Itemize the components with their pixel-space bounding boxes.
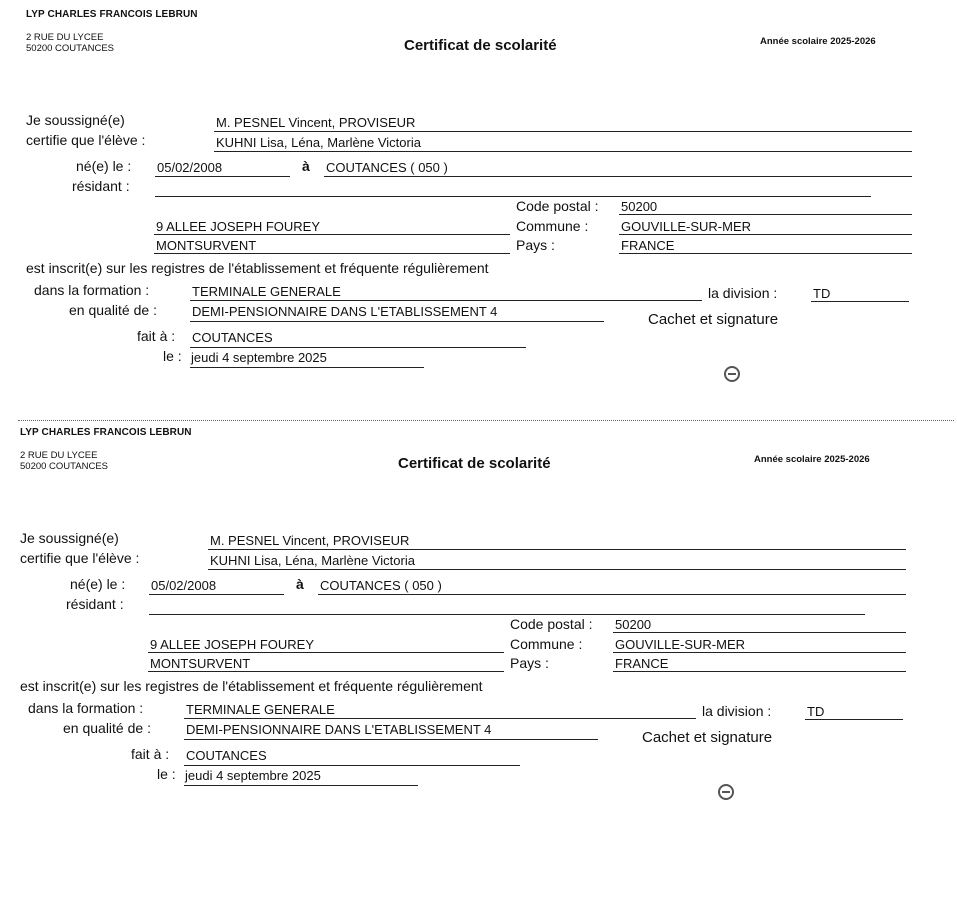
postal-code-label: Code postal : bbox=[516, 198, 599, 214]
formation-label: dans la formation : bbox=[28, 700, 144, 716]
certifie-label: certifie que l'élève : bbox=[26, 132, 146, 148]
signatory-underline bbox=[208, 549, 906, 550]
birth-date-value: 05/02/2008 bbox=[157, 160, 223, 175]
qualite-value: DEMI-PENSIONNAIRE DANS L'ETABLISSEMENT 4 bbox=[186, 722, 492, 737]
qualite-underline bbox=[184, 739, 598, 740]
commune-label: Commune : bbox=[516, 218, 589, 234]
cachet-signature-label: Cachet et signature bbox=[648, 311, 779, 328]
postal-code-underline bbox=[613, 632, 906, 633]
signatory-value: M. PESNEL Vincent, PROVISEUR bbox=[210, 533, 410, 548]
birth-place-underline bbox=[318, 594, 906, 595]
student-underline bbox=[208, 569, 906, 570]
formation-underline bbox=[190, 300, 702, 301]
student-value: KUHNI Lisa, Léna, Marlène Victoria bbox=[216, 135, 421, 150]
birth-place-underline bbox=[324, 176, 912, 177]
address2-value: MONTSURVENT bbox=[156, 238, 257, 253]
country-underline bbox=[619, 253, 912, 254]
division-value: TD bbox=[807, 704, 825, 719]
birth-date-underline bbox=[149, 594, 284, 595]
stamp-mark-icon bbox=[718, 784, 734, 800]
postal-code-value: 50200 bbox=[615, 617, 652, 632]
school-address-line1: 2 RUE DU LYCEE bbox=[20, 450, 98, 461]
soussigne-label: Je soussigné(e) bbox=[26, 112, 125, 128]
address2-value: MONTSURVENT bbox=[150, 656, 251, 671]
birth-date-label: né(e) le : bbox=[76, 158, 132, 174]
fait-a-label: fait à : bbox=[137, 328, 176, 344]
residant-label: résidant : bbox=[72, 178, 130, 194]
residant-underline bbox=[149, 614, 865, 615]
school-address-line2: 50200 COUTANCES bbox=[20, 461, 108, 472]
student-underline bbox=[214, 151, 912, 152]
student-value: KUHNI Lisa, Léna, Marlène Victoria bbox=[210, 553, 415, 568]
school-year-value: 2025-2026 bbox=[830, 36, 876, 47]
certificate-copy-1 bbox=[0, 0, 957, 415]
commune-value: GOUVILLE-SUR-MER bbox=[621, 219, 752, 234]
school-year-value: 2025-2026 bbox=[824, 454, 870, 465]
country-underline bbox=[613, 671, 906, 672]
country-value: FRANCE bbox=[615, 656, 669, 671]
date-value: jeudi 4 septembre 2025 bbox=[191, 350, 327, 365]
address1-underline bbox=[154, 234, 510, 235]
residant-underline bbox=[155, 196, 871, 197]
formation-value: TERMINALE GENERALE bbox=[192, 284, 341, 299]
division-underline bbox=[805, 719, 903, 720]
school-address-line2: 50200 COUTANCES bbox=[26, 43, 114, 54]
commune-value: GOUVILLE-SUR-MER bbox=[615, 637, 746, 652]
date-underline bbox=[190, 367, 424, 368]
address1-value: 9 ALLEE JOSEPH FOUREY bbox=[150, 637, 315, 652]
fait-a-underline bbox=[190, 347, 526, 348]
school-name: LYP CHARLES FRANCOIS LEBRUN bbox=[26, 9, 198, 20]
birth-place-value: COUTANCES ( 050 ) bbox=[326, 160, 448, 175]
school-year bbox=[754, 455, 870, 465]
birth-date-label: né(e) le : bbox=[70, 576, 126, 592]
certificate-title: Certificat de scolarité bbox=[398, 455, 551, 472]
inscrit-statement: est inscrit(e) sur les registres de l'établissement et fréquente régulièrement bbox=[26, 260, 489, 276]
date-label: le : bbox=[157, 766, 176, 782]
stamp-mark-icon bbox=[724, 366, 740, 382]
signatory-value: M. PESNEL Vincent, PROVISEUR bbox=[216, 115, 416, 130]
commune-label: Commune : bbox=[510, 636, 583, 652]
qualite-label: en qualité de : bbox=[63, 720, 151, 736]
address2-underline bbox=[148, 671, 504, 672]
postal-code-label: Code postal : bbox=[510, 616, 593, 632]
soussigne-label: Je soussigné(e) bbox=[20, 530, 119, 546]
school-year-label: Année scolaire bbox=[760, 36, 828, 47]
cachet-signature-label: Cachet et signature bbox=[642, 729, 773, 746]
certificate-title: Certificat de scolarité bbox=[404, 37, 557, 54]
qualite-value: DEMI-PENSIONNAIRE DANS L'ETABLISSEMENT 4 bbox=[192, 304, 498, 319]
fait-a-value: COUTANCES bbox=[186, 748, 267, 763]
school-year bbox=[760, 37, 876, 47]
division-label: la division : bbox=[708, 285, 778, 301]
date-underline bbox=[184, 785, 418, 786]
address1-value: 9 ALLEE JOSEPH FOUREY bbox=[156, 219, 321, 234]
formation-underline bbox=[184, 718, 696, 719]
country-label: Pays : bbox=[510, 655, 549, 671]
formation-value: TERMINALE GENERALE bbox=[186, 702, 335, 717]
birth-date-value: 05/02/2008 bbox=[151, 578, 217, 593]
birth-place-value: COUTANCES ( 050 ) bbox=[320, 578, 442, 593]
fait-a-label: fait à : bbox=[131, 746, 170, 762]
formation-label: dans la formation : bbox=[34, 282, 150, 298]
date-value: jeudi 4 septembre 2025 bbox=[185, 768, 321, 783]
fait-a-underline bbox=[184, 765, 520, 766]
signatory-underline bbox=[214, 131, 912, 132]
fait-a-value: COUTANCES bbox=[192, 330, 273, 345]
address2-underline bbox=[154, 253, 510, 254]
school-address-line1: 2 RUE DU LYCEE bbox=[26, 32, 104, 43]
postal-code-underline bbox=[619, 214, 912, 215]
certifie-label: certifie que l'élève : bbox=[20, 550, 140, 566]
commune-underline bbox=[619, 234, 912, 235]
school-name: LYP CHARLES FRANCOIS LEBRUN bbox=[20, 427, 192, 438]
commune-underline bbox=[613, 652, 906, 653]
birth-date-underline bbox=[155, 176, 290, 177]
postal-code-value: 50200 bbox=[621, 199, 658, 214]
certificate-copy-2 bbox=[0, 418, 951, 833]
address1-underline bbox=[148, 652, 504, 653]
birth-place-label: à bbox=[302, 158, 310, 174]
qualite-label: en qualité de : bbox=[69, 302, 157, 318]
division-value: TD bbox=[813, 286, 831, 301]
residant-label: résidant : bbox=[66, 596, 124, 612]
division-label: la division : bbox=[702, 703, 772, 719]
country-value: FRANCE bbox=[621, 238, 675, 253]
school-year-label: Année scolaire bbox=[754, 454, 822, 465]
inscrit-statement: est inscrit(e) sur les registres de l'établissement et fréquente régulièrement bbox=[20, 678, 483, 694]
date-label: le : bbox=[163, 348, 182, 364]
qualite-underline bbox=[190, 321, 604, 322]
birth-place-label: à bbox=[296, 576, 304, 592]
division-underline bbox=[811, 301, 909, 302]
country-label: Pays : bbox=[516, 237, 555, 253]
